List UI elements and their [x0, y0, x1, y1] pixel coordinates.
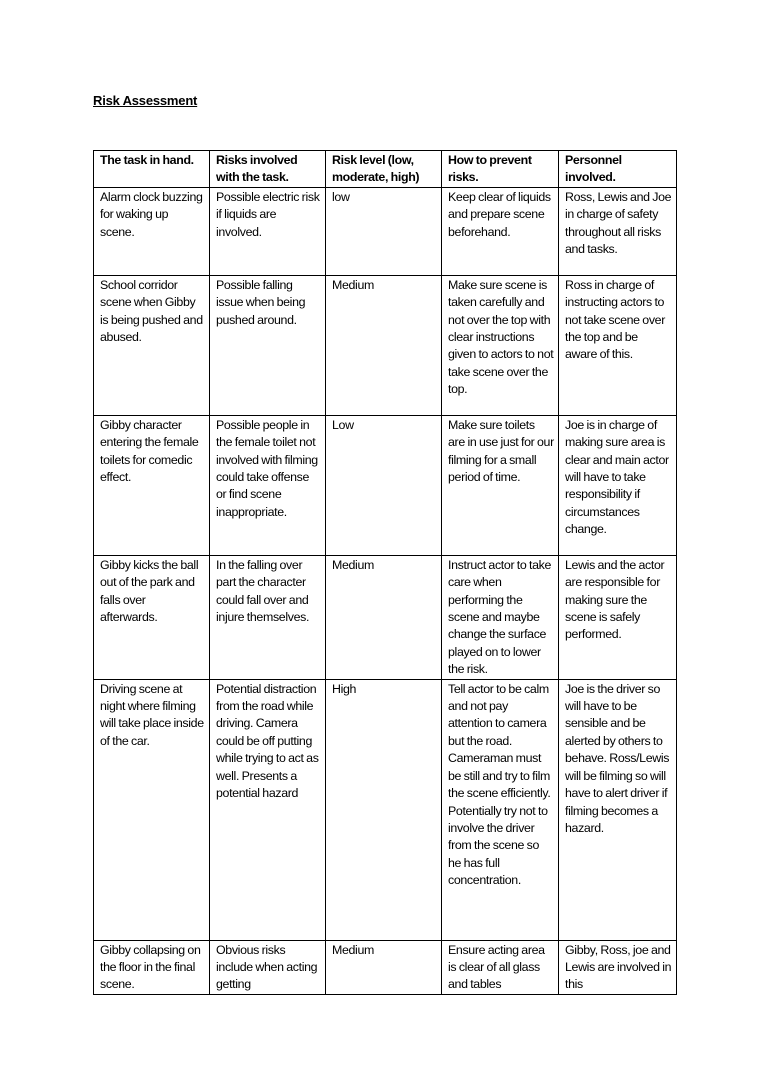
cell-prevention: Make sure toilets are in use just for our filming for a small period of time.	[442, 415, 559, 555]
cell-risk-level: Medium	[326, 555, 442, 679]
cell-risk-level: Medium	[326, 940, 442, 994]
cell-personnel: Lewis and the actor are responsible for making sure the scene is safely performed.	[559, 555, 677, 679]
header-risks: Risks involved with the task.	[210, 151, 326, 188]
table-header-row	[94, 151, 677, 188]
cell-risks: Possible people in the female toilet not involved with filming could take offense or find scene inappropriate.	[210, 415, 326, 555]
cell-prevention: Keep clear of liquids and prepare scene beforehand.	[442, 187, 559, 275]
cell-risks: Possible falling issue when being pushed around.	[210, 275, 326, 415]
table-row	[94, 679, 677, 940]
cell-risk-level: High	[326, 679, 442, 940]
cell-task: School corridor scene when Gibby is being pushed and abused.	[94, 275, 210, 415]
cell-prevention: Make sure scene is taken carefully and not over the top with clear instructions given to actors to not take scene over the top.	[442, 275, 559, 415]
cell-personnel: Gibby, Ross, joe and Lewis are involved in this	[559, 940, 677, 994]
table-row	[94, 555, 677, 679]
cell-prevention: Ensure acting area is clear of all glass and tables	[442, 940, 559, 994]
table-row	[94, 187, 677, 275]
header-prevention: How to prevent risks.	[442, 151, 559, 188]
cell-risks: In the falling over part the character could fall over and injure themselves.	[210, 555, 326, 679]
table-row	[94, 940, 677, 994]
cell-risk-level: Low	[326, 415, 442, 555]
cell-task: Gibby collapsing on the floor in the final scene.	[94, 940, 210, 994]
risk-assessment-table	[93, 150, 677, 995]
cell-task: Alarm clock buzzing for waking up scene.	[94, 187, 210, 275]
cell-prevention: Tell actor to be calm and not pay attention to camera but the road. Cameraman must be still and try to film the scene efficiently. Potentially try not to involve the driver from the scene so he has full concentration.	[442, 679, 559, 940]
cell-personnel: Joe is in charge of making sure area is clear and main actor will have to take responsibility if circumstances change.	[559, 415, 677, 555]
header-task: The task in hand.	[94, 151, 210, 188]
cell-prevention: Instruct actor to take care when performing the scene and maybe change the surface played on to lower the risk.	[442, 555, 559, 679]
cell-personnel: Joe is the driver so will have to be sensible and be alerted by others to behave. Ross/Lewis will be filming so will have to alert driver if filming becomes a hazard.	[559, 679, 677, 940]
table-row	[94, 415, 677, 555]
cell-risk-level: Medium	[326, 275, 442, 415]
table-row	[94, 275, 677, 415]
cell-task: Gibby kicks the ball out of the park and falls over afterwards.	[94, 555, 210, 679]
cell-task: Driving scene at night where filming will take place inside of the car.	[94, 679, 210, 940]
header-personnel: Personnel involved.	[559, 151, 677, 188]
document-title: Risk Assessment	[93, 93, 198, 108]
cell-personnel: Ross in charge of instructing actors to not take scene over the top and be aware of this.	[559, 275, 677, 415]
cell-risk-level: low	[326, 187, 442, 275]
cell-risks: Possible electric risk if liquids are involved.	[210, 187, 326, 275]
cell-personnel: Ross, Lewis and Joe in charge of safety throughout all risks and tasks.	[559, 187, 677, 275]
header-risk-level: Risk level (low, moderate, high)	[326, 151, 442, 188]
cell-risks: Obvious risks include when acting getting	[210, 940, 326, 994]
cell-task: Gibby character entering the female toilets for comedic effect.	[94, 415, 210, 555]
cell-risks: Potential distraction from the road while driving. Camera could be off putting while trying to act as well. Presents a potential hazard	[210, 679, 326, 940]
